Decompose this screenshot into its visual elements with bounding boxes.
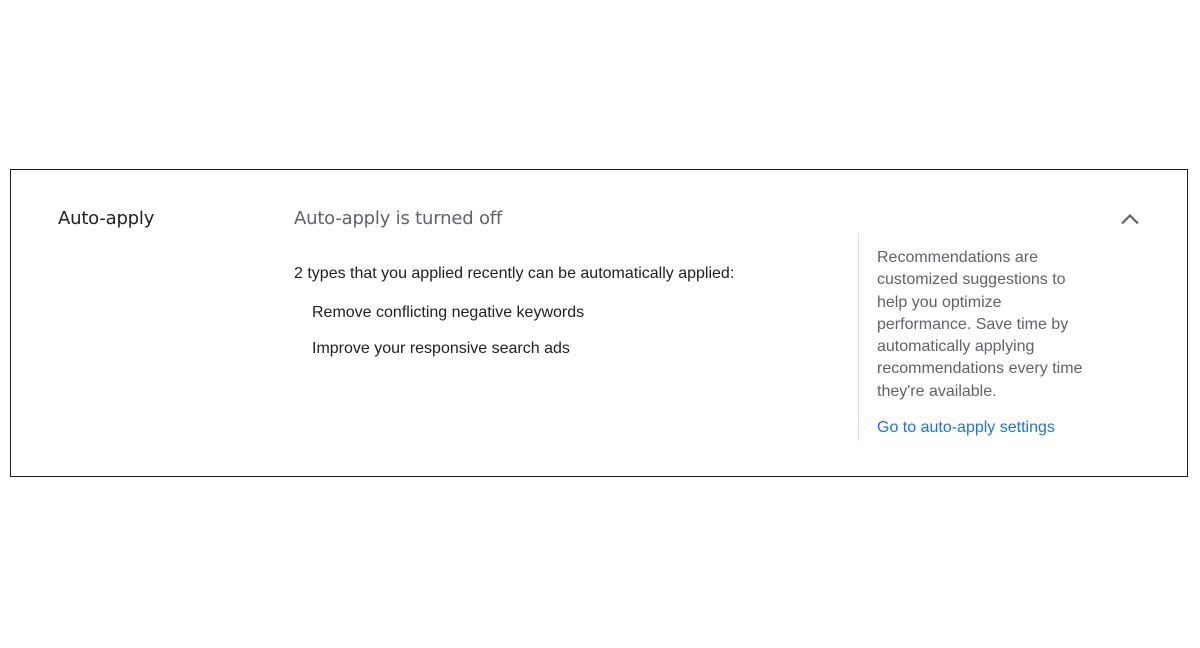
chevron-up-icon <box>1120 213 1140 225</box>
description-text: 2 types that you applied recently can be automatically applied: <box>294 265 735 282</box>
auto-apply-card <box>10 169 1188 477</box>
status-title: Auto-apply is turned off <box>294 208 503 229</box>
info-text: Recommendations are customized suggestions to help you optimize performance. Save time by automatically applying recommendations every time they're available. <box>877 249 1083 400</box>
section-title: Auto-apply <box>58 208 155 229</box>
collapse-button[interactable] <box>1115 204 1145 234</box>
auto-apply-settings-link[interactable]: Go to auto-apply settings <box>877 419 1055 437</box>
list-item: Remove conflicting negative keywords <box>312 304 585 321</box>
list-item: Improve your responsive search ads <box>312 340 570 357</box>
info-panel <box>858 233 1098 441</box>
types-list <box>312 303 584 375</box>
